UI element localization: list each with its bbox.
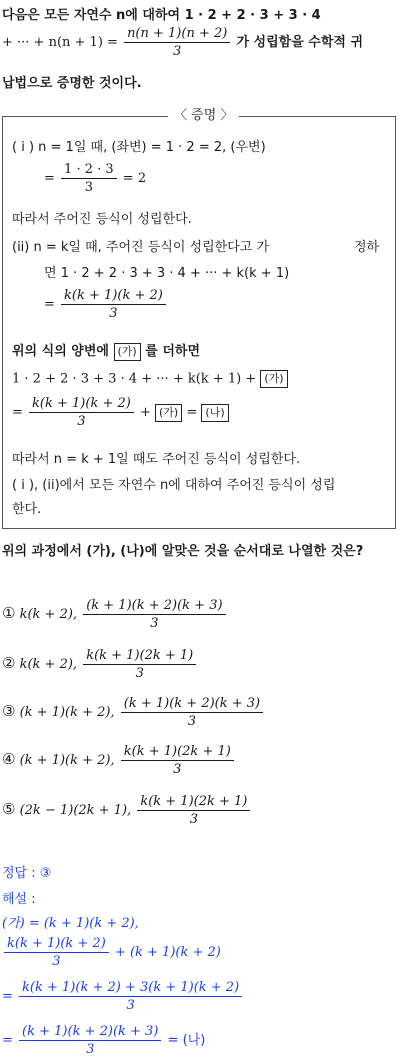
proof-i-num: 1 · 2 · 3 xyxy=(61,162,117,179)
proof-case-i-equation xyxy=(44,162,146,195)
proof-final-plus: + xyxy=(139,405,151,420)
choice-3-den: 3 xyxy=(187,714,197,729)
proof-final-equation xyxy=(12,396,229,429)
proof-case-ii-line-2: 면 1 · 2 + 2 · 3 + 3 · 4 + ··· + k(k + 1) xyxy=(44,266,290,281)
choice-2-fraction xyxy=(83,648,196,681)
explanation-step-2-fraction xyxy=(19,980,242,1013)
question-line-1: 다음은 모든 자연수 n에 대하여 1 · 2 + 2 · 3 + 3 · 4 xyxy=(2,8,321,23)
choice-2-num: k(k + 1)(2k + 1) xyxy=(83,648,196,665)
proof-final-equals: = xyxy=(186,405,198,420)
choice-5-den: 3 xyxy=(189,812,198,827)
explanation-step-1 xyxy=(2,936,221,969)
question-fraction-den: 3 xyxy=(173,44,182,59)
choice-3[interactable] xyxy=(2,696,265,729)
blank-ga-box-2: (가) xyxy=(260,370,287,388)
proof-conclusion-3: 한다. xyxy=(12,502,42,517)
proof-case-i: ( i ) n = 1일 때, (좌변) = 1 · 2 = 2, (우변) xyxy=(12,140,266,155)
choice-5-fraction xyxy=(137,794,250,827)
explanation-step-2-prefix: = xyxy=(2,989,13,1004)
proof-i-den: 3 xyxy=(84,180,93,195)
explanation-ga xyxy=(2,912,139,931)
proof-ii-den: 3 xyxy=(109,306,118,321)
explanation-ga-text: (가) = (k + 1)(k + 2), xyxy=(2,916,139,931)
explanation-step-1-fraction xyxy=(4,936,109,969)
proof-final-den: 3 xyxy=(77,414,86,429)
explanation-step-2 xyxy=(2,980,244,1013)
choice-1-mark: ① xyxy=(2,604,16,622)
explanation-step-1-tail: + (k + 1)(k + 2) xyxy=(114,945,221,960)
blank-ga-box-3: (가) xyxy=(155,404,182,422)
question-prompt: 위의 과정에서 (가), (나)에 알맞은 것을 순서대로 나열한 것은? xyxy=(2,544,364,559)
proof-both-sides-tail: 를 더하면 xyxy=(145,344,201,359)
explanation-step-3-prefix: = xyxy=(2,1033,13,1048)
choice-3-mark: ③ xyxy=(2,702,16,720)
proof-i-fraction xyxy=(61,162,117,195)
explanation-step-1-num: k(k + 1)(k + 2) xyxy=(4,936,109,953)
choice-2-mark: ② xyxy=(2,654,16,672)
choice-2-den: 3 xyxy=(135,666,144,681)
proof-final-fraction xyxy=(29,396,134,429)
choice-3-fraction xyxy=(121,696,263,729)
explanation-step-3-den: 3 xyxy=(86,1042,95,1057)
explanation-step-3 xyxy=(2,1024,205,1057)
choice-3-num: (k + 1)(k + 2)(k + 3) xyxy=(121,696,263,713)
proof-title: 〈 증명 〉 xyxy=(168,104,239,123)
proof-both-sides xyxy=(12,340,200,361)
choice-4-num: k(k + 1)(2k + 1) xyxy=(121,744,234,761)
proof-ii-num: k(k + 1)(k + 2) xyxy=(61,288,166,305)
choice-1-a: k(k + 2), xyxy=(19,607,78,622)
proof-sum-text: 1 · 2 + 2 · 3 + 3 · 4 + ··· + k(k + 1) + xyxy=(12,371,257,387)
explanation-step-3-tail: = (나) xyxy=(167,1033,206,1048)
proof-case-ii-line-1b: 정하 xyxy=(354,240,380,255)
proof-i-eq-prefix: = xyxy=(44,171,55,186)
question-line2-tail: 가 성립함을 수학적 귀 xyxy=(236,35,364,50)
explanation-step-2-num: k(k + 1)(k + 2) + 3(k + 1)(k + 2) xyxy=(19,980,242,997)
question-line-2 xyxy=(2,26,363,59)
choice-1-num: (k + 1)(k + 2)(k + 3) xyxy=(83,598,225,615)
question-line-3: 납법으로 증명한 것이다. xyxy=(2,76,142,91)
choice-3-a: (k + 1)(k + 2), xyxy=(19,705,115,720)
proof-conclusion-2: ( i ), (ii)에서 모든 자연수 n에 대하여 주어진 등식이 성립 xyxy=(12,478,336,493)
choice-1-den: 3 xyxy=(150,616,159,631)
proof-sum-line xyxy=(12,370,288,388)
choice-4-fraction xyxy=(121,744,234,777)
proof-i-eq-suffix: = 2 xyxy=(122,171,147,186)
choice-1-fraction xyxy=(83,598,225,631)
proof-case-ii-equation xyxy=(44,288,168,321)
blank-na-box: (나) xyxy=(201,404,228,422)
proof-case-ii-line-1: (ii) n = k일 때, 주어진 등식이 성립한다고 가 xyxy=(12,240,270,255)
proof-final-num: k(k + 1)(k + 2) xyxy=(29,396,134,413)
question-fraction-num: n(n + 1)(n + 2) xyxy=(124,26,230,43)
explanation-step-3-fraction xyxy=(19,1024,161,1057)
choice-2-a: k(k + 2), xyxy=(19,657,78,672)
choice-4-a: (k + 1)(k + 2), xyxy=(19,753,115,768)
choice-1[interactable] xyxy=(2,598,228,631)
proof-ii-fraction xyxy=(61,288,166,321)
answer-label: 정답 : ③ xyxy=(2,866,52,881)
explanation-label: 해설 : xyxy=(2,892,36,907)
question-line2-lhs: + ··· + n(n + 1) = xyxy=(2,35,118,50)
choice-5-mark: ⑤ xyxy=(2,800,16,818)
choice-2[interactable] xyxy=(2,648,198,681)
choice-4-mark: ④ xyxy=(2,750,16,768)
choice-5-a: (2k − 1)(2k + 1), xyxy=(19,803,132,818)
choice-4-den: 3 xyxy=(173,762,182,777)
choice-5[interactable] xyxy=(2,794,252,827)
choice-4[interactable] xyxy=(2,744,236,777)
blank-ga-box: (가) xyxy=(114,343,141,361)
proof-both-sides-text: 위의 식의 양변에 xyxy=(12,344,109,359)
question-fraction xyxy=(124,26,230,59)
proof-case-i-conclusion: 따라서 주어진 등식이 성립한다. xyxy=(12,212,192,227)
explanation-step-1-den: 3 xyxy=(52,954,61,969)
proof-final-prefix: = xyxy=(12,405,23,420)
explanation-step-2-den: 3 xyxy=(126,998,135,1013)
choice-5-num: k(k + 1)(2k + 1) xyxy=(137,794,250,811)
explanation-step-3-num: (k + 1)(k + 2)(k + 3) xyxy=(19,1024,161,1041)
proof-conclusion-1: 따라서 n = k + 1일 때도 주어진 등식이 성립한다. xyxy=(12,452,301,467)
proof-ii-eq-prefix: = xyxy=(44,297,55,312)
